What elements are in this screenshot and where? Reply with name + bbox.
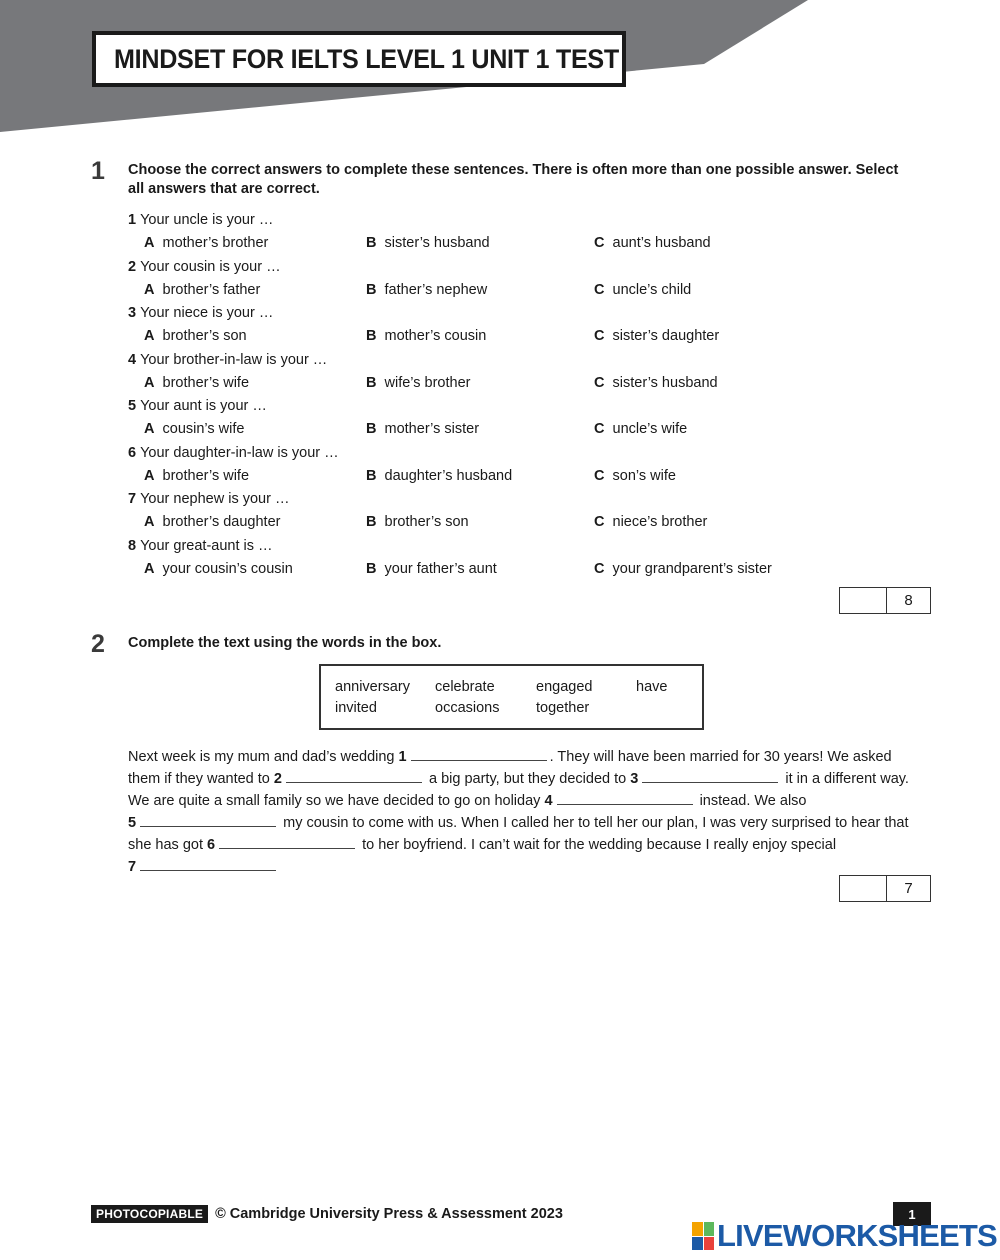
- copyright-text: © Cambridge University Press & Assessment 2023: [215, 1206, 563, 1222]
- page-number: 1: [893, 1202, 931, 1226]
- text-segment: We are quite a small family so we have decided to go on holiday: [128, 793, 541, 809]
- option-letter: C: [594, 421, 605, 437]
- section-1-score-box: [839, 587, 931, 614]
- option-a[interactable]: [144, 281, 260, 299]
- liveworksheets-logo-icon: [692, 1222, 714, 1250]
- option-letter: B: [366, 235, 377, 251]
- question-stem: [128, 490, 289, 508]
- option-text: niece’s brother: [612, 514, 708, 530]
- option-letter: C: [594, 235, 605, 251]
- option-letter: C: [594, 467, 605, 484]
- option-text: your cousin’s cousin: [162, 560, 293, 577]
- option-text: uncle’s child: [612, 281, 692, 298]
- question-stem: [128, 211, 273, 229]
- question-stem: [128, 258, 281, 276]
- option-letter: C: [594, 514, 605, 530]
- option-text: brother’s son: [384, 514, 469, 530]
- question-stem: [128, 304, 273, 322]
- question-text: Your nephew is your …: [140, 491, 290, 507]
- text-segment: it in a different way.: [785, 771, 909, 787]
- option-letter: B: [366, 560, 377, 577]
- gap-number: 3: [630, 771, 639, 787]
- text-segment: to her boyfriend. I can’t wait for the wedding because I really enjoy special: [362, 837, 837, 853]
- option-text: your father’s aunt: [384, 560, 497, 577]
- option-letter: B: [366, 281, 377, 298]
- gap-1-input[interactable]: [411, 746, 547, 761]
- gap-number: 6: [207, 837, 216, 853]
- liveworksheets-brand: LIVEWORKSHEETS: [717, 1218, 997, 1253]
- option-a[interactable]: [144, 327, 247, 345]
- score-input[interactable]: [840, 876, 887, 901]
- option-c[interactable]: [594, 281, 691, 299]
- option-b[interactable]: [366, 234, 490, 252]
- gap-7-input[interactable]: [140, 856, 276, 871]
- text-segment: a big party, but they decided to: [429, 771, 627, 787]
- option-b[interactable]: [366, 374, 470, 392]
- section-2-total: 7: [904, 880, 913, 897]
- question-number: 7: [128, 491, 137, 507]
- option-letter: A: [144, 374, 155, 391]
- question-text: Your brother-in-law is your …: [140, 351, 328, 368]
- test-title: MINDSET FOR IELTS LEVEL 1 UNIT 1 TEST: [114, 43, 619, 74]
- option-b[interactable]: [366, 467, 512, 485]
- score-input[interactable]: [840, 588, 887, 613]
- option-text: uncle’s wife: [612, 421, 688, 437]
- word-box-word: occasions: [435, 700, 500, 716]
- question-number: 2: [128, 258, 137, 275]
- option-letter: A: [144, 560, 155, 577]
- option-text: father’s nephew: [384, 281, 488, 298]
- gap-number: 5: [128, 815, 137, 831]
- option-b[interactable]: [366, 420, 479, 438]
- gap-number: 7: [128, 859, 137, 875]
- gap-6-input[interactable]: [219, 834, 355, 849]
- section-2-score-box: [839, 875, 931, 902]
- option-text: sister’s husband: [384, 235, 490, 251]
- option-text: brother’s wife: [162, 374, 250, 391]
- option-letter: B: [366, 514, 377, 530]
- word-box-word: anniversary: [335, 679, 410, 695]
- option-c[interactable]: [594, 467, 676, 485]
- option-text: cousin’s wife: [162, 421, 245, 437]
- option-letter: A: [144, 467, 155, 484]
- section-2-number: 2: [91, 630, 105, 658]
- gap-4-input[interactable]: [557, 790, 693, 805]
- option-letter: C: [594, 560, 605, 577]
- question-text: Your cousin is your …: [140, 258, 281, 275]
- text-segment: she has got: [128, 837, 203, 853]
- word-box-word: engaged: [536, 679, 593, 695]
- word-box-word: celebrate: [435, 679, 495, 695]
- option-text: brother’s wife: [162, 467, 250, 484]
- gap-5-input[interactable]: [140, 812, 276, 827]
- section-1-total: 8: [904, 592, 913, 609]
- option-letter: B: [366, 421, 377, 437]
- option-text: brother’s father: [162, 281, 261, 298]
- gap-3-input[interactable]: [642, 768, 778, 783]
- question-stem: [128, 351, 327, 369]
- option-b[interactable]: [366, 327, 486, 345]
- question-number: 5: [128, 398, 137, 414]
- option-letter: B: [366, 374, 377, 391]
- option-letter: A: [144, 281, 155, 298]
- option-text: mother’s sister: [384, 421, 480, 437]
- text-segment: instead. We also: [699, 793, 807, 809]
- text-segment: my cousin to come with us. When I called her to tell her our plan, I was very surprised to hear that: [283, 815, 909, 831]
- option-text: son’s wife: [612, 467, 676, 484]
- option-a[interactable]: [144, 234, 268, 252]
- option-letter: C: [594, 281, 605, 298]
- option-letter: C: [594, 374, 605, 391]
- option-text: daughter’s husband: [384, 467, 513, 484]
- option-letter: B: [366, 467, 377, 484]
- question-text: Your aunt is your …: [140, 398, 267, 414]
- option-text: wife’s brother: [384, 374, 471, 391]
- question-number: 8: [128, 537, 137, 554]
- option-letter: A: [144, 514, 155, 530]
- gap-number: 2: [273, 771, 282, 787]
- word-box-word: have: [636, 679, 668, 695]
- question-stem: [128, 444, 339, 462]
- option-text: brother’s daughter: [162, 514, 281, 530]
- text-segment: Next week is my mum and dad’s wedding: [128, 749, 395, 765]
- option-text: mother’s brother: [162, 235, 269, 251]
- question-number: 4: [128, 351, 137, 368]
- question-text: Your uncle is your …: [140, 212, 274, 228]
- option-a[interactable]: [144, 560, 293, 578]
- question-stem: [128, 537, 273, 555]
- section-1-number: 1: [91, 157, 105, 185]
- question-text: Your daughter-in-law is your …: [140, 444, 339, 461]
- option-text: aunt’s husband: [612, 235, 711, 251]
- option-letter: A: [144, 421, 155, 437]
- option-c[interactable]: [594, 420, 687, 438]
- gap-fill-text: [128, 746, 928, 878]
- option-text: sister’s daughter: [612, 328, 720, 344]
- photocopiable-label: PHOTOCOPIABLE: [91, 1205, 208, 1223]
- option-c[interactable]: [594, 560, 772, 578]
- option-b[interactable]: [366, 281, 487, 299]
- word-box-word: together: [536, 700, 590, 716]
- option-a[interactable]: [144, 467, 249, 485]
- gap-number: 1: [398, 749, 407, 765]
- option-letter: A: [144, 235, 155, 251]
- option-b[interactable]: [366, 560, 497, 578]
- liveworksheets-watermark[interactable]: [692, 1218, 997, 1254]
- gap-number: 4: [544, 793, 553, 809]
- word-box: [319, 664, 704, 730]
- option-letter: A: [144, 328, 155, 344]
- question-text: Your great-aunt is …: [140, 537, 273, 554]
- option-a[interactable]: [144, 374, 249, 392]
- option-text: your grandparent’s sister: [612, 560, 772, 577]
- option-b[interactable]: [366, 513, 469, 531]
- section-2-instruction: Complete the text using the words in the box.: [128, 635, 442, 651]
- option-a[interactable]: [144, 420, 244, 438]
- option-letter: C: [594, 328, 605, 344]
- word-box-word: invited: [335, 700, 377, 716]
- question-number: 1: [128, 212, 137, 228]
- question-number: 3: [128, 305, 137, 321]
- question-number: 6: [128, 444, 137, 461]
- question-stem: [128, 397, 267, 415]
- option-text: sister’s husband: [612, 374, 718, 391]
- section-1-instruction: Choose the correct answers to complete these sentences. There is often more than one possible answer. Select all answers that are correct.: [128, 162, 899, 197]
- text-segment: them if they wanted to: [128, 771, 270, 787]
- option-text: brother’s son: [162, 328, 247, 344]
- option-text: mother’s cousin: [384, 328, 487, 344]
- option-c[interactable]: [594, 374, 718, 392]
- option-a[interactable]: [144, 513, 280, 531]
- option-c[interactable]: [594, 327, 719, 345]
- footer: [91, 1205, 563, 1223]
- option-letter: B: [366, 328, 377, 344]
- option-c[interactable]: [594, 234, 711, 252]
- text-segment: . They will have been married for 30 years! We asked: [549, 749, 892, 765]
- option-c[interactable]: [594, 513, 707, 531]
- gap-2-input[interactable]: [286, 768, 422, 783]
- test-title-box: [92, 31, 626, 87]
- question-text: Your niece is your …: [140, 305, 274, 321]
